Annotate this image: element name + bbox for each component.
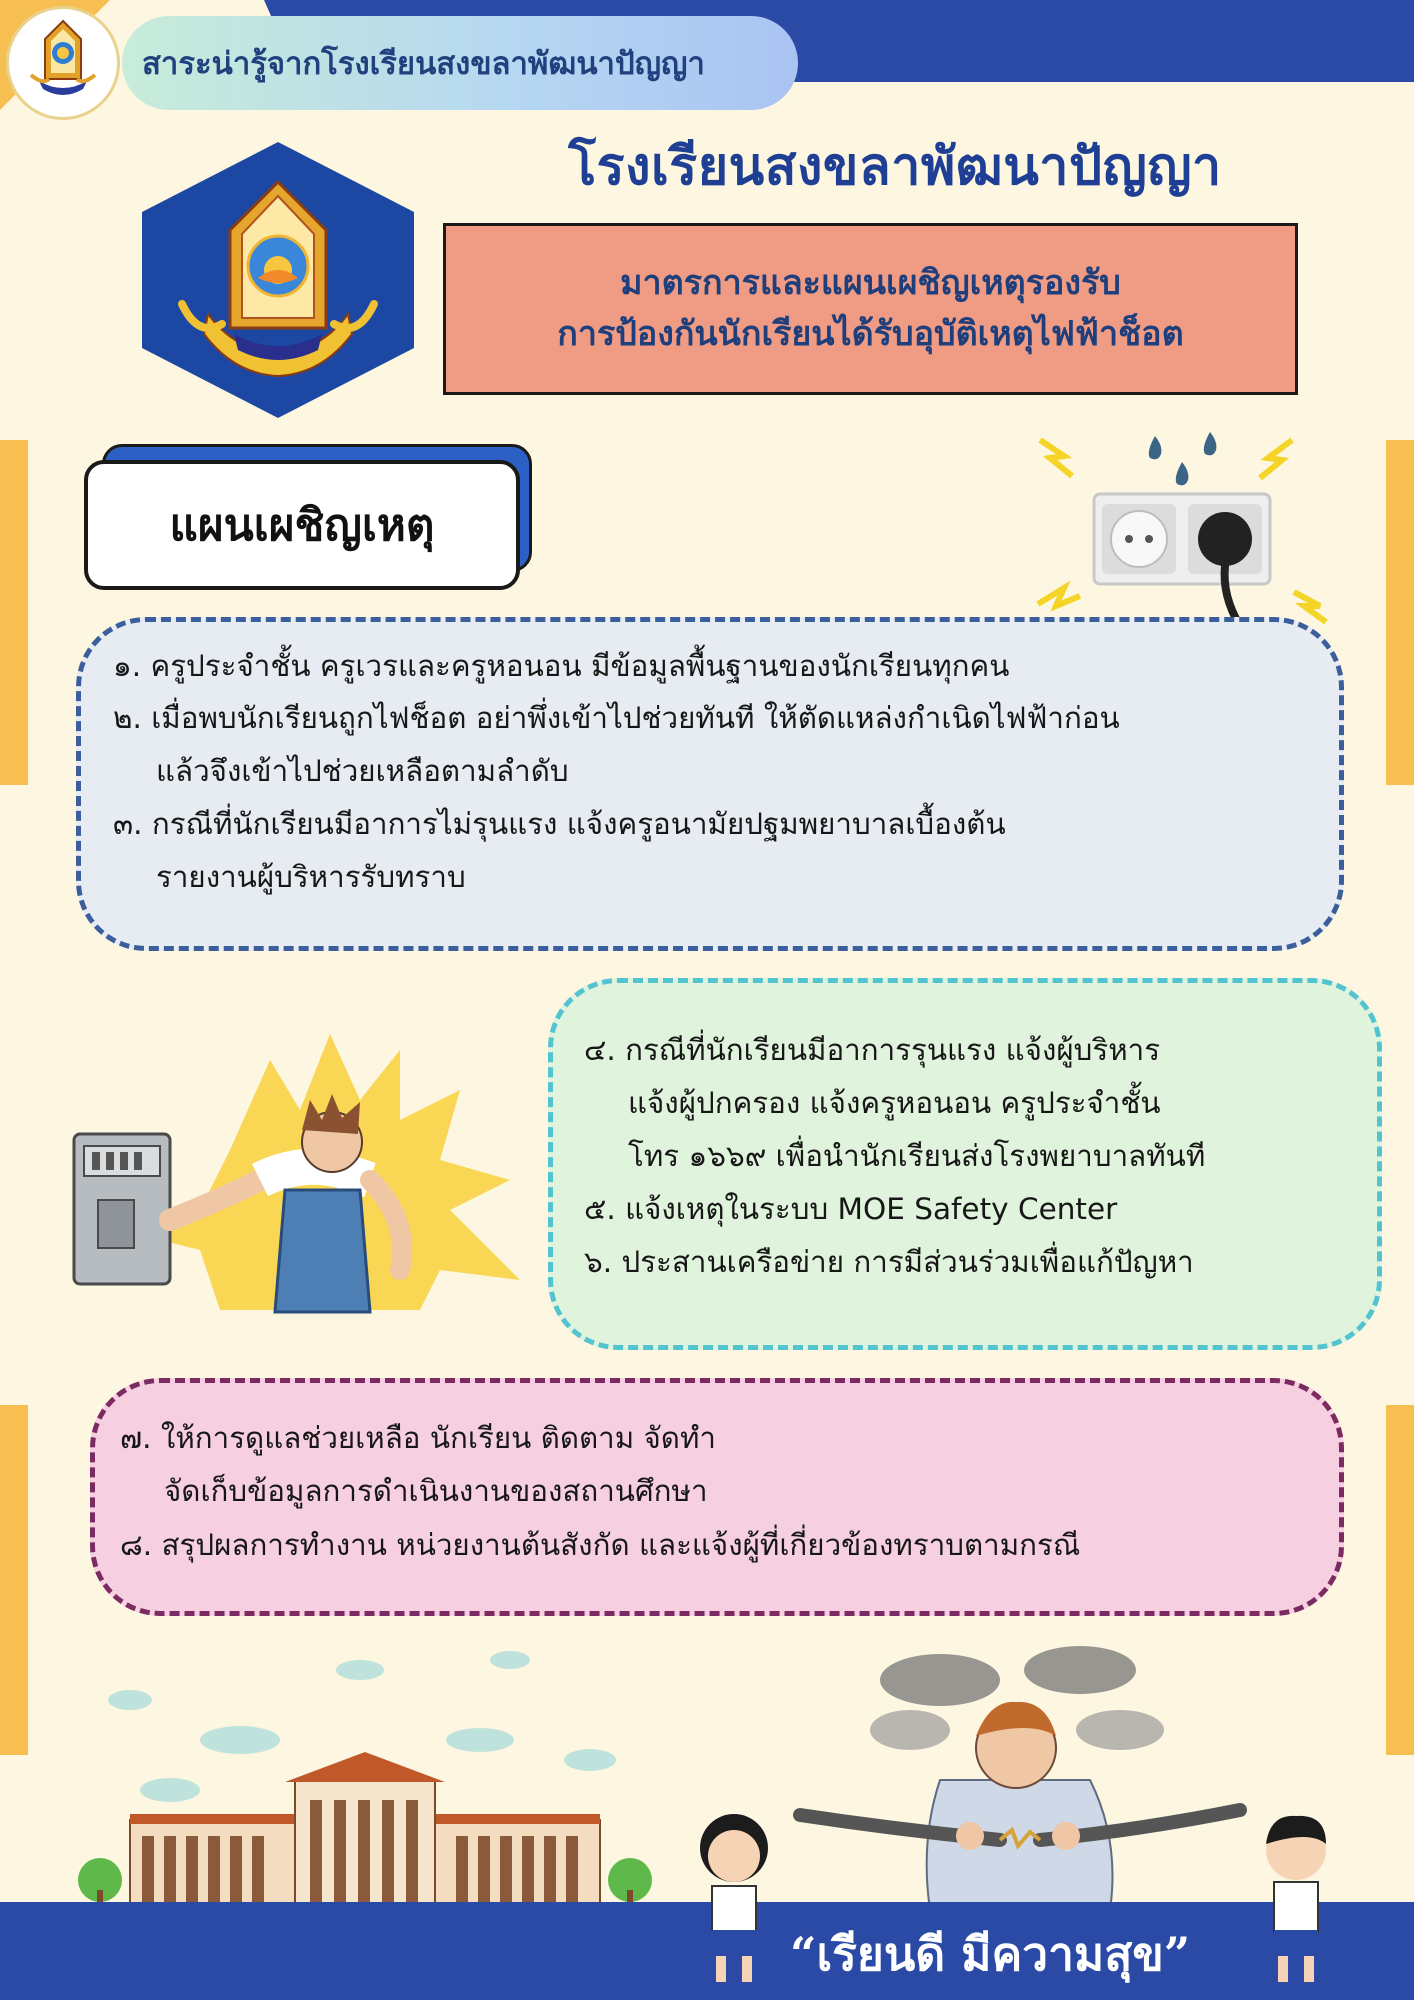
poster-title-line-1: มาตรการและแผนเผชิญเหตุรองรับ (620, 263, 1121, 303)
electric-shock-illustration (70, 1030, 530, 1315)
plan-item-1: ๑. ครูประจำชั้น ครูเวรและครูหอนอน มีข้อมูลพื้นฐานของนักเรียนทุกคน (113, 649, 1010, 683)
plan-item-8: ๘. สรุปผลการทำงาน หน่วยงานต้นสังกัด และแจ้งผู้ที่เกี่ยวข้องทราบตามกรณี (120, 1528, 1081, 1562)
header-banner (122, 16, 798, 110)
plan-heading (84, 460, 520, 590)
school-name-title: โรงเรียนสงขลาพัฒนาปัญญา (568, 137, 1222, 197)
school-emblem-large-icon (138, 138, 418, 422)
plan-item-7-cont: จัดเก็บข้อมูลการดำเนินงานของสถานศึกษา (164, 1474, 708, 1508)
left-accent-bar (0, 1405, 28, 1755)
header-banner-text: สาระน่ารู้จากโรงเรียนสงขลาพัฒนาปัญญา (142, 46, 705, 82)
power-socket-icon (1030, 428, 1330, 638)
plan-item-4-cont-1: แจ้งผู้ปกครอง แจ้งครูหอนอน ครูประจำชั้น (628, 1086, 1161, 1120)
student-girl-icon (678, 1800, 788, 1990)
plan-item-4: ๔. กรณีที่นักเรียนมีอาการรุนแรง แจ้งผู้บริหาร (584, 1033, 1161, 1067)
right-accent-bar (1386, 440, 1414, 785)
plan-item-7: ๗. ให้การดูแลช่วยเหลือ นักเรียน ติดตาม จัดทำ (120, 1421, 716, 1455)
plan-item-5: ๕. แจ้งเหตุในระบบ MOE Safety Center (584, 1192, 1118, 1226)
right-accent-bar (1386, 1405, 1414, 1755)
plan-item-3-cont: รายงานผู้บริหารรับทราบ (156, 860, 466, 894)
student-boy-icon (1240, 1800, 1350, 1990)
slogan: “เรียนดี มีความสุข” (790, 1927, 1191, 1981)
plan-heading-text: แผนเผชิญเหตุ (169, 500, 435, 551)
plan-item-2: ๒. เมื่อพบนักเรียนถูกไฟช็อต อย่าพึ่งเข้าไปช่วยทันที ให้ตัดแหล่งกำเนิดไฟฟ้าก่อน (113, 701, 1120, 735)
broken-cable-illustration (790, 1640, 1250, 1910)
left-accent-bar (0, 440, 28, 785)
poster-title-line-2: การป้องกันนักเรียนได้รับอุบัติเหตุไฟฟ้าช็อต (557, 314, 1184, 354)
poster-title-box (443, 223, 1298, 395)
school-emblem-icon (6, 6, 120, 120)
plan-item-3: ๓. กรณีที่นักเรียนมีอาการไม่รุนแรง แจ้งครูอนามัยปฐมพยาบาลเบื้องต้น (113, 807, 1006, 841)
plan-item-2-cont: แล้วจึงเข้าไปช่วยเหลือตามลำดับ (156, 754, 569, 788)
plan-item-6: ๖. ประสานเครือข่าย การมีส่วนร่วมเพื่อแก้ปัญหา (584, 1245, 1194, 1279)
plan-item-4-cont-2: โทร ๑๖๖๙ เพื่อนำนักเรียนส่งโรงพยาบาลทันที (628, 1139, 1206, 1173)
